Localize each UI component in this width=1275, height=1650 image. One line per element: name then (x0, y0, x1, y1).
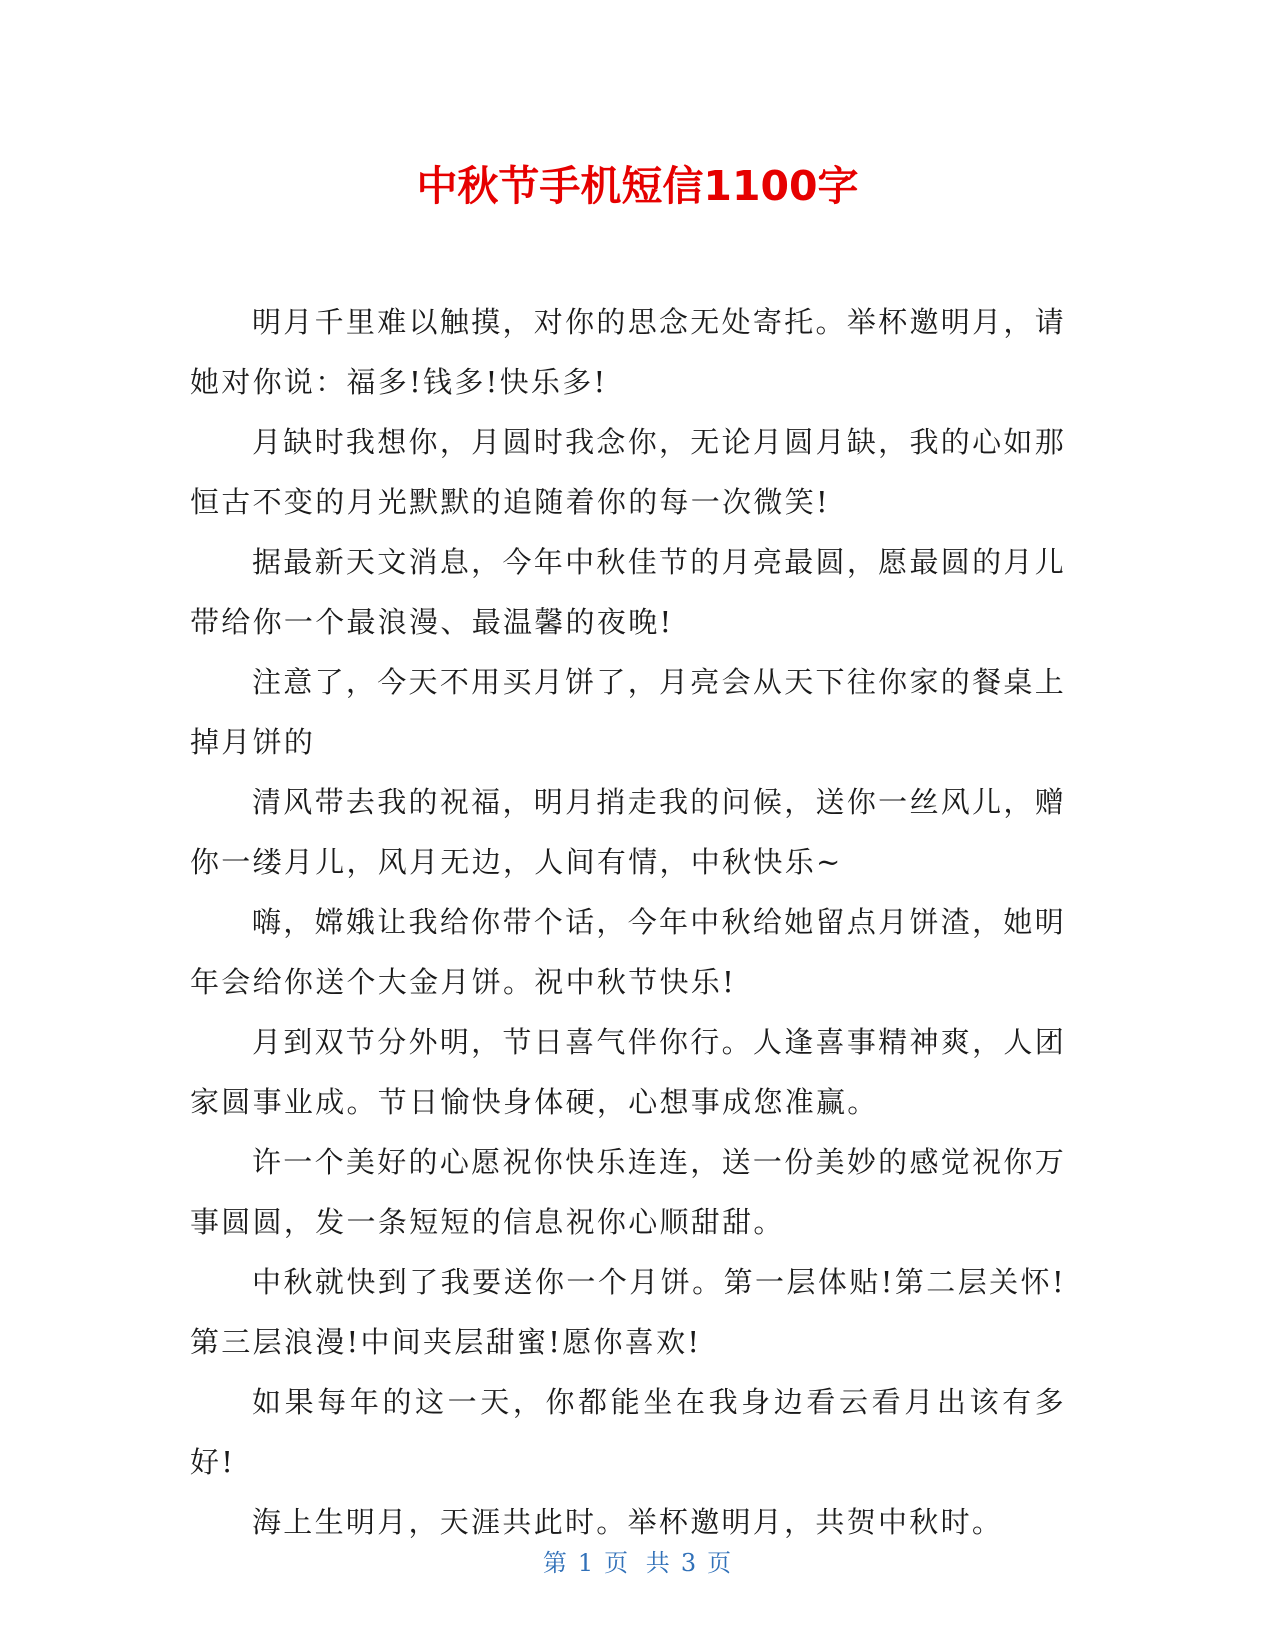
paragraph: 嗨，嫦娥让我给你带个话，今年中秋给她留点月饼渣，她明年会给你送个大金月饼。祝中秋节快乐! (190, 905, 1066, 999)
paragraph: 清风带去我的祝福，明月捎走我的问候，送你一丝风儿，赠你一缕月儿，风月无边，人间有情，中秋快乐~ (190, 785, 1066, 879)
paragraph: 明月千里难以触摸，对你的思念无处寄托。举杯邀明月，请她对你说：福多!钱多!快乐多! (190, 305, 1066, 399)
document-body (190, 292, 1066, 1552)
paragraph: 月缺时我想你，月圆时我念你，无论月圆月缺，我的心如那恒古不变的月光默默的追随着你的每一次微笑! (190, 425, 1066, 519)
paragraph: 海上生明月，天涯共此时。举杯邀明月，共贺中秋时。 (252, 1505, 1004, 1539)
paragraph: 如果每年的这一天，你都能坐在我身边看云看月出该有多好! (190, 1385, 1066, 1479)
paragraph: 据最新天文消息，今年中秋佳节的月亮最圆，愿最圆的月儿带给你一个最浪漫、最温馨的夜晚! (190, 545, 1066, 639)
document-title: 中秋节手机短信1100字 (416, 162, 859, 210)
paragraph: 许一个美好的心愿祝你快乐连连，送一份美妙的感觉祝你万事圆圆，发一条短短的信息祝你心顺甜甜。 (190, 1145, 1066, 1239)
footer-prefix: 第 (542, 1549, 568, 1577)
paragraph: 注意了，今天不用买月饼了，月亮会从天下往你家的餐桌上掉月饼的 (190, 665, 1066, 759)
paragraph: 月到双节分外明，节日喜气伴你行。人逢喜事精神爽，人团家圆事业成。节日愉快身体硬，心想事成您准赢。 (190, 1025, 1066, 1119)
page-number-footer (0, 1548, 1275, 1578)
paragraph: 中秋就快到了我要送你一个月饼。第一层体贴!第二层关怀!第三层浪漫!中间夹层甜蜜!愿你喜欢! (190, 1265, 1066, 1359)
total-page-count: 3 (680, 1549, 698, 1577)
footer-middle: 页 共 (604, 1549, 671, 1577)
current-page-number: 1 (577, 1549, 595, 1577)
footer-suffix: 页 (707, 1549, 733, 1577)
